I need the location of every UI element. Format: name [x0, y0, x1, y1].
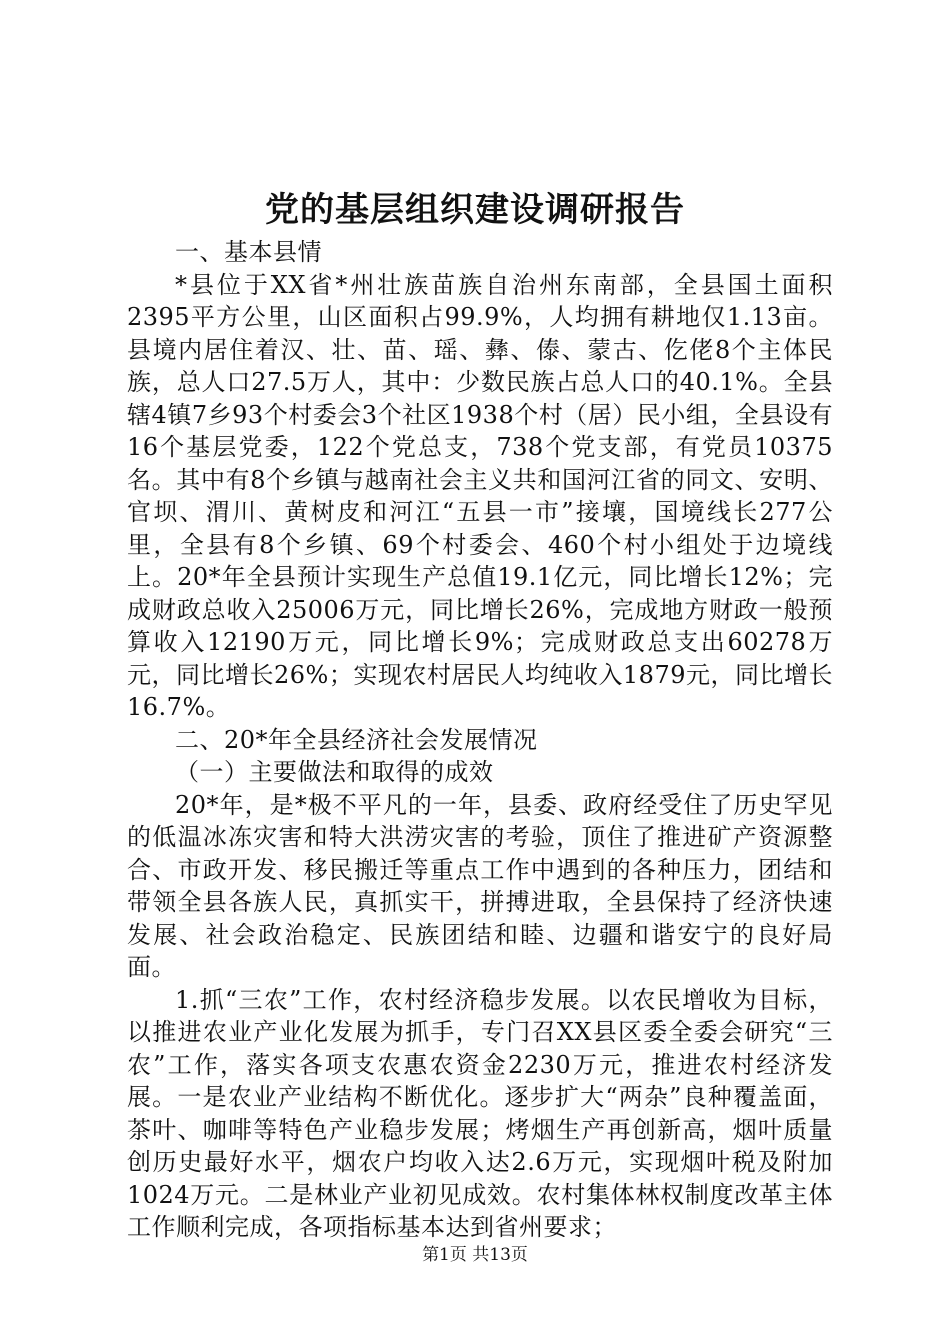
document-title: 党的基层组织建设调研报告 — [265, 190, 685, 230]
section-heading: 一、基本县情 — [175, 238, 322, 266]
section-heading: 二、20*年全县经济社会发展情况 — [175, 725, 538, 754]
document-body — [127, 236, 833, 1244]
body-paragraph: *县位于XX省*州壮族苗族自治州东南部，全县国土面积2395平方公里，山区面积占99.9%，人均拥有耕地仅1.13亩。县境内居住着汉、壮、苗、瑶、彝、傣、蒙古、仡佬8个主体民族，总人口27.5万人，其中：少数民族占总人口的40.1%。全县辖4镇7乡93个村委会3个社区1938个村（居）民小组，全县设有16个基层党委，122个党总支，738个党支部，有党员10375名。其中有8个乡镇与越南社会主义共和国河江省的同文、安明、官坝、渭川、黄树皮和河江“五县一市”接壤，国境线长277公里，全县有8个乡镇、69个村委会、460个村小组处于边境线上。20*年全县预计实现生产总值19.1亿元，同比增长12%；完成财政总收入25006万元，同比增长26%，完成地方财政一般预算收入12190万元，同比增长9%；完成财政总支出60278万元，同比增长26%；实现农村居民人均纯收入1879元，同比增长16.7%。 — [127, 270, 833, 721]
body-paragraph: 20*年，是*极不平凡的一年，县委、政府经受住了历史罕见的低温冰冻灾害和特大洪涝灾害的考验，顶住了推进矿产资源整合、市政开发、移民搬迁等重点工作中遇到的各种压力，团结和带领全县各族人民，真抓实干，拼搏进取，全县保持了经济快速发展、社会政治稳定、民族团结和睦、边疆和谐安宁的良好局面。 — [127, 790, 833, 981]
body-paragraph: 1.抓“三农”工作，农村经济稳步发展。以农民增收为目标，以推进农业产业化发展为抓手，专门召XX县区委全委会研究“三农”工作，落实各项支农惠农资金2230万元，推进农村经济发展。一是农业产业结构不断优化。逐步扩大“两杂”良种覆盖面，茶叶、咖啡等特色产业稳步发展；烤烟生产再创新高，烟叶质量创历史最好水平，烟农户均收入达2.6万元，实现烟叶税及附加1024万元。二是林业产业初见成效。农村集体林权制度改革主体工作顺利完成，各项指标基本达到省州要求； — [127, 985, 833, 1241]
subsection-heading: （一）主要做法和取得的成效 — [175, 758, 494, 786]
page-number-footer: 第1页 共13页 — [422, 1245, 528, 1265]
